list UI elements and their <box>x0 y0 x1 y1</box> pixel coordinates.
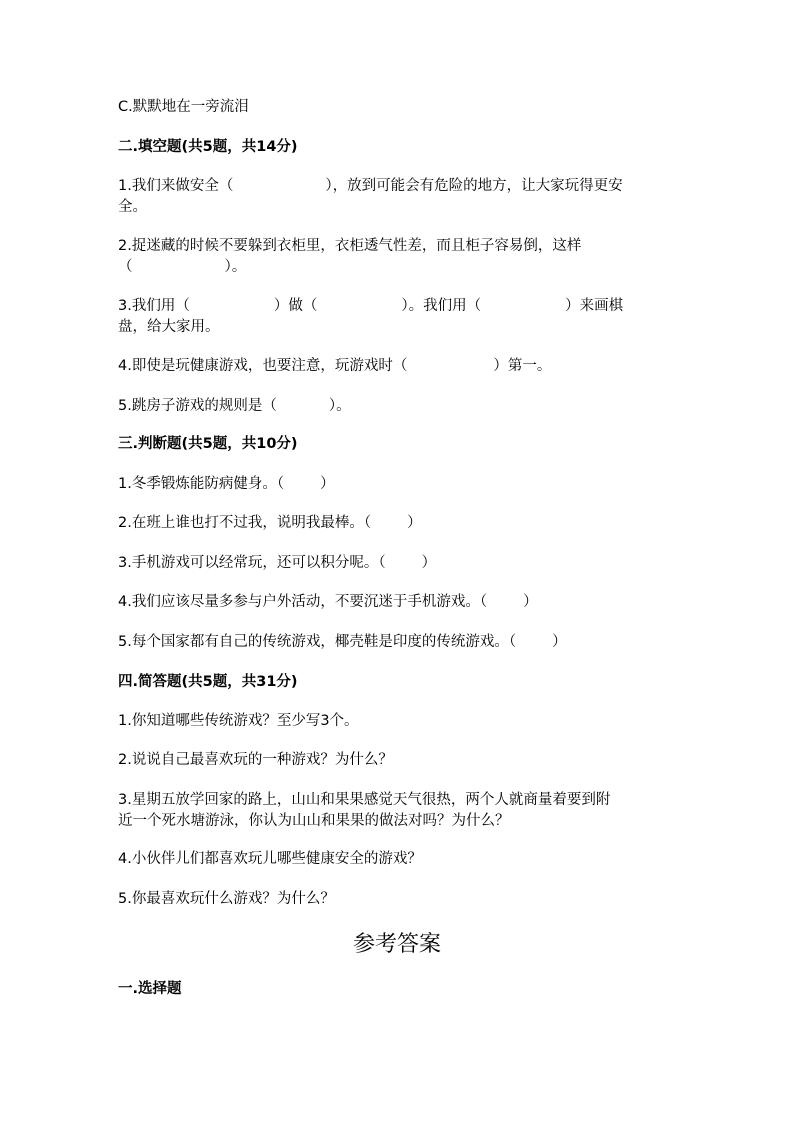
fill-question-2-line-2 <box>118 256 678 278</box>
fill-question-4 <box>118 355 678 377</box>
judge-question-1 <box>118 473 678 495</box>
section-heading-true-false: 三.判断题(共5题，共10分) <box>118 436 298 452</box>
section-heading-short-answer: 四.简答题(共5题，共31分) <box>118 674 298 690</box>
fill-question-3-part-a: 3.我们用（ <box>118 298 190 314</box>
section-heading-fill-blank: 二.填空题(共5题，共14分) <box>118 139 298 155</box>
option-c: C.默默地在一旁流泪 <box>118 99 249 115</box>
fill-question-3-part-b: ）做（ <box>273 298 318 314</box>
short-question-3-line-2: 近一个死水塘游泳，你认为山山和果果的做法对吗？为什么？ <box>118 813 510 829</box>
short-question-3-line-1: 3.星期五放学回家的路上，山山和果果感觉天气很热，两个人就商量着要到附 <box>118 792 611 808</box>
fill-question-2-part-c: ）。 <box>224 259 247 275</box>
fill-question-1-line-2: 全。 <box>118 199 147 215</box>
short-question-4: 4.小伙伴儿们都喜欢玩儿哪些健康安全的游戏？ <box>118 851 422 867</box>
fill-question-4-part-b: ）第一。 <box>493 358 552 374</box>
fill-question-1-line-1 <box>118 175 678 197</box>
close-paren: ） <box>523 594 538 610</box>
fill-question-3-part-d: ）来画棋 <box>565 298 624 314</box>
close-paren: ） <box>320 476 335 492</box>
judge-question-4 <box>118 591 678 613</box>
fill-question-5-part-b: ）。 <box>328 398 351 414</box>
judge-question-4-text: 4.我们应该尽量多参与户外活动，不要沉迷于手机游戏。（ <box>118 594 488 610</box>
fill-question-2-line-1: 2.捉迷藏的时候不要躲到衣柜里，衣柜透气性差，而且柜子容易倒，这样 <box>118 238 582 254</box>
fill-question-4-part-a: 4.即使是玩健康游戏，也要注意，玩游戏时（ <box>118 358 408 374</box>
answers-title: 参考答案 <box>352 932 441 957</box>
fill-question-5-part-a: 5.跳房子游戏的规则是（ <box>118 398 277 414</box>
short-question-1: 1.你知道哪些传统游戏？至少写3个。 <box>118 713 359 729</box>
short-question-2: 2.说说自己最喜欢玩的一种游戏？为什么？ <box>118 752 393 768</box>
judge-question-3-text: 3.手机游戏可以经常玩，还可以积分呢。（ <box>118 555 386 571</box>
fill-question-3-line-2: 盘，给大家用。 <box>118 319 220 335</box>
fill-question-1-part-a: 1.我们来做安全（ <box>118 178 234 194</box>
fill-question-3-line-1 <box>118 295 678 317</box>
judge-question-1-text: 1.冬季锻炼能防病健身。（ <box>118 476 285 492</box>
close-paren: ） <box>552 634 567 650</box>
short-question-5: 5.你最喜欢玩什么游戏？为什么？ <box>118 891 335 907</box>
answers-section-heading: 一.选择题 <box>118 981 182 997</box>
judge-question-5-text: 5.每个国家都有自己的传统游戏，椰壳鞋是印度的传统游戏。（ <box>118 634 517 650</box>
close-paren: ） <box>421 555 437 571</box>
fill-question-1-part-b: ），放到可能会有危险的地方，让大家玩得更安 <box>325 178 623 194</box>
fill-question-3-part-c: ）。我们用（ <box>401 298 482 314</box>
judge-question-2-text: 2.在班上谁也打不过我，说明我最棒。（ <box>118 515 372 531</box>
judge-question-3 <box>118 552 678 574</box>
judge-question-2 <box>118 512 678 534</box>
close-paren: ） <box>407 515 422 531</box>
judge-question-5 <box>118 631 678 653</box>
fill-question-5 <box>118 395 678 417</box>
fill-question-2-part-b: （ <box>118 259 133 275</box>
